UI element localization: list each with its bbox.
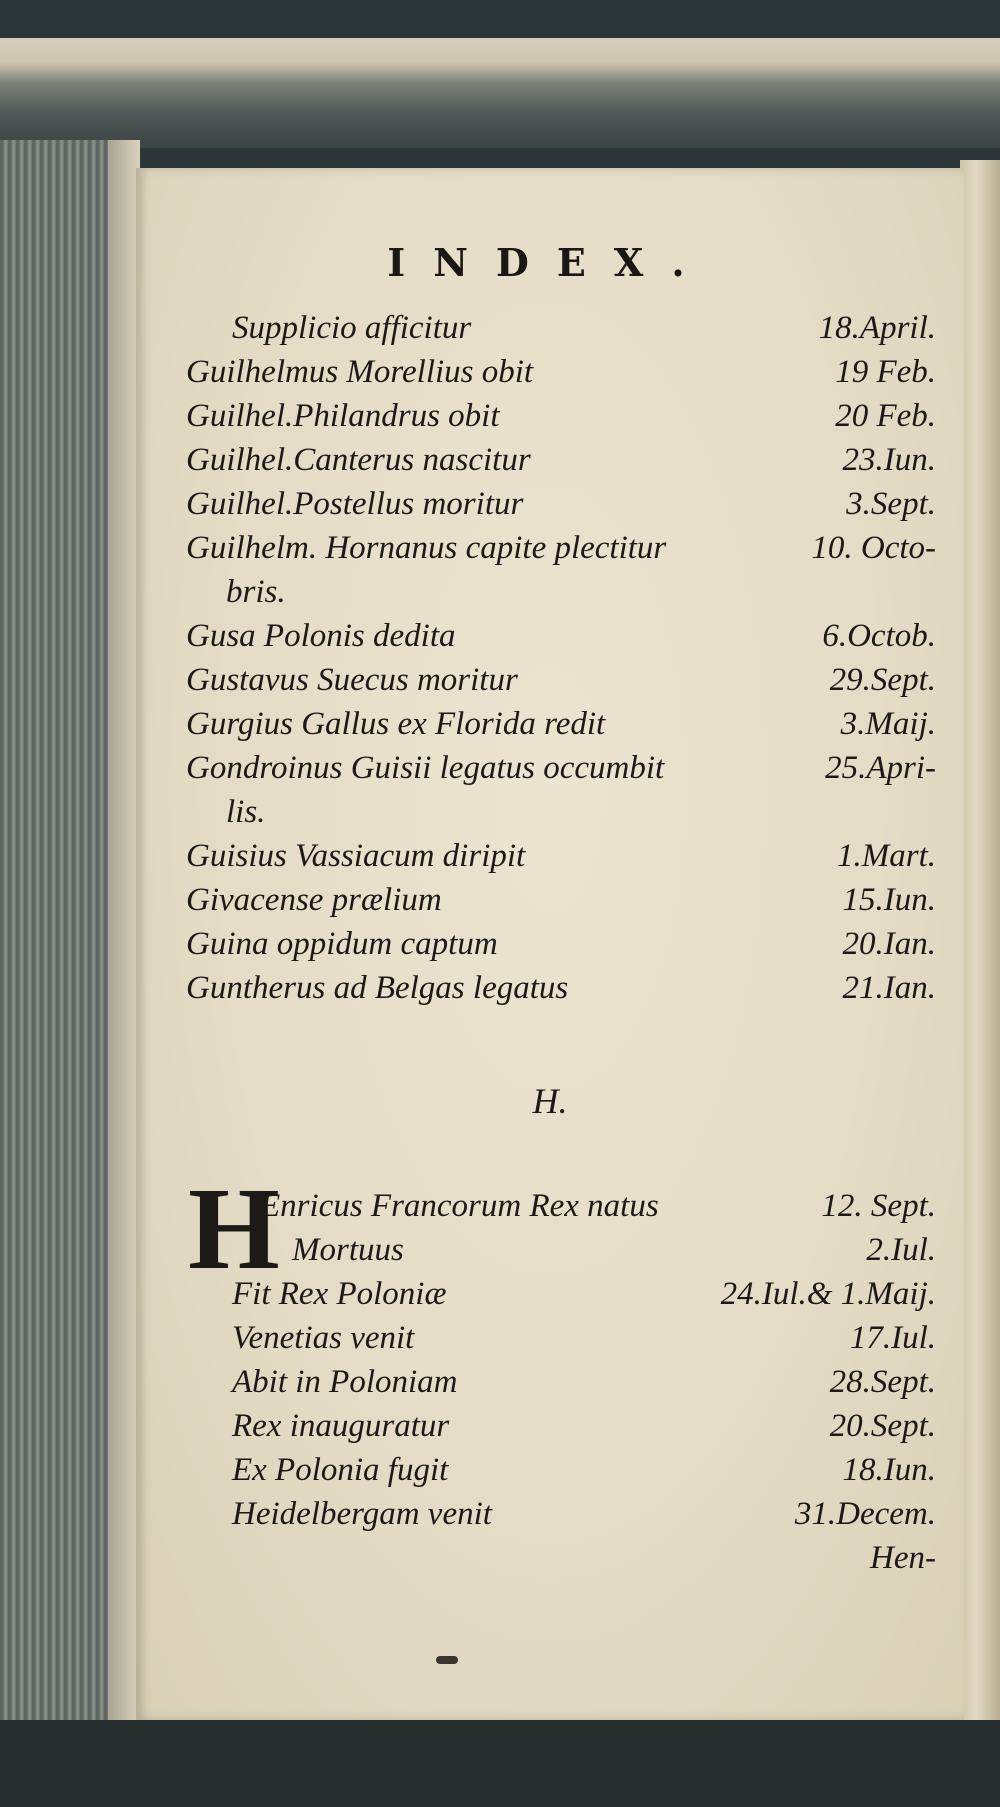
index-entry xyxy=(232,1492,936,1536)
entry-term: Guilhel.Philandrus obit xyxy=(186,398,500,434)
entry-term: Guisius Vassiacum diripit xyxy=(186,838,526,874)
entry-date: 29.Sept. xyxy=(829,662,936,698)
entry-date: 19 Feb. xyxy=(835,354,936,390)
entry-term: Guilhelm. Hornanus capite plectitur xyxy=(186,530,667,566)
page-edges xyxy=(0,140,140,1720)
index-entry xyxy=(186,878,936,922)
entry-term: Venetias venit xyxy=(232,1320,415,1356)
entry-date: 31.Decem. xyxy=(794,1496,936,1532)
entry-term: Ex Polonia fugit xyxy=(232,1452,449,1488)
index-entry xyxy=(186,746,936,834)
entry-term: Rex inauguratur xyxy=(232,1408,450,1444)
index-entry xyxy=(186,922,936,966)
index-entry xyxy=(292,1228,936,1272)
entry-date: 18.April. xyxy=(818,310,936,346)
entry-date: 20 Feb. xyxy=(835,398,936,434)
entry-term: Guilhel.Postellus moritur xyxy=(186,486,524,522)
ink-mark xyxy=(436,1656,458,1664)
entry-date: 23.Iun. xyxy=(842,442,936,478)
entry-term: Gurgius Gallus ex Florida redit xyxy=(186,706,606,742)
entry-term: Givacense prælium xyxy=(186,882,442,918)
index-entry xyxy=(186,350,936,394)
index-entry xyxy=(232,1272,936,1316)
index-entry xyxy=(186,438,936,482)
entry-term: Fit Rex Poloniæ xyxy=(232,1276,447,1312)
index-entry xyxy=(232,1316,936,1360)
book-top-edge xyxy=(0,38,1000,148)
entry-term: Supplicio afficitur xyxy=(232,310,472,346)
index-entry xyxy=(186,966,936,1010)
facing-page-edge xyxy=(960,160,1000,1720)
entry-date: 3.Maij. xyxy=(840,706,936,742)
entry-term: Enricus Francorum Rex natus xyxy=(260,1188,659,1224)
entry-term: Guilhelmus Morellius obit xyxy=(186,354,534,390)
index-entry xyxy=(232,1448,936,1492)
entry-term: Gondroinus Guisii legatus occumbit xyxy=(186,750,665,786)
index-entry xyxy=(186,482,936,526)
index-entry xyxy=(186,614,936,658)
entry-term: Heidelbergam venit xyxy=(232,1496,492,1532)
entry-date: 20.Ian. xyxy=(842,926,936,962)
entry-date: 12. Sept. xyxy=(821,1188,936,1224)
entry-date: 24.Iul.& 1.Maij. xyxy=(720,1276,936,1312)
entry-date: 21.Ian. xyxy=(842,970,936,1006)
entry-date: 20.Sept. xyxy=(829,1408,936,1444)
entry-date: 25.Apri- xyxy=(825,750,936,786)
index-entry xyxy=(260,1184,936,1228)
index-entry xyxy=(186,702,936,746)
entry-term: Abit in Poloniam xyxy=(232,1364,458,1400)
index-entry xyxy=(232,1404,936,1448)
entry-continuation: bris. xyxy=(226,574,286,610)
catchword: Hen- xyxy=(870,1540,936,1576)
entry-date: 28.Sept. xyxy=(829,1364,936,1400)
entry-date: 18.Iun. xyxy=(842,1452,936,1488)
index-entry xyxy=(186,834,936,878)
entry-date: 17.Iul. xyxy=(849,1320,936,1356)
entry-term: Gusa Polonis dedita xyxy=(186,618,456,654)
entry-continuation: lis. xyxy=(226,794,266,830)
entry-term: Guina oppidum captum xyxy=(186,926,498,962)
background-bottom xyxy=(0,1720,1000,1807)
book-page xyxy=(136,168,964,1720)
index-entry xyxy=(186,526,936,614)
entry-term: Mortuus xyxy=(292,1232,404,1268)
entry-date: 3.Sept. xyxy=(846,486,936,522)
entry-date: 10. Octo- xyxy=(811,530,936,566)
drop-capital: H xyxy=(188,1163,280,1294)
index-entry xyxy=(232,1360,936,1404)
index-entry xyxy=(232,306,936,350)
entry-term: Guilhel.Canterus nascitur xyxy=(186,442,531,478)
page-title: INDEX. xyxy=(387,240,713,285)
entry-date: 1.Mart. xyxy=(837,838,936,874)
entry-date: 6.Octob. xyxy=(822,618,936,654)
section-heading: H. xyxy=(532,1081,568,1121)
entry-term: Gustavus Suecus moritur xyxy=(186,662,518,698)
index-entry xyxy=(186,658,936,702)
entry-term: Guntherus ad Belgas legatus xyxy=(186,970,569,1006)
entry-date: 15.Iun. xyxy=(842,882,936,918)
index-entry xyxy=(186,394,936,438)
entry-date: 2.Iul. xyxy=(866,1232,936,1268)
